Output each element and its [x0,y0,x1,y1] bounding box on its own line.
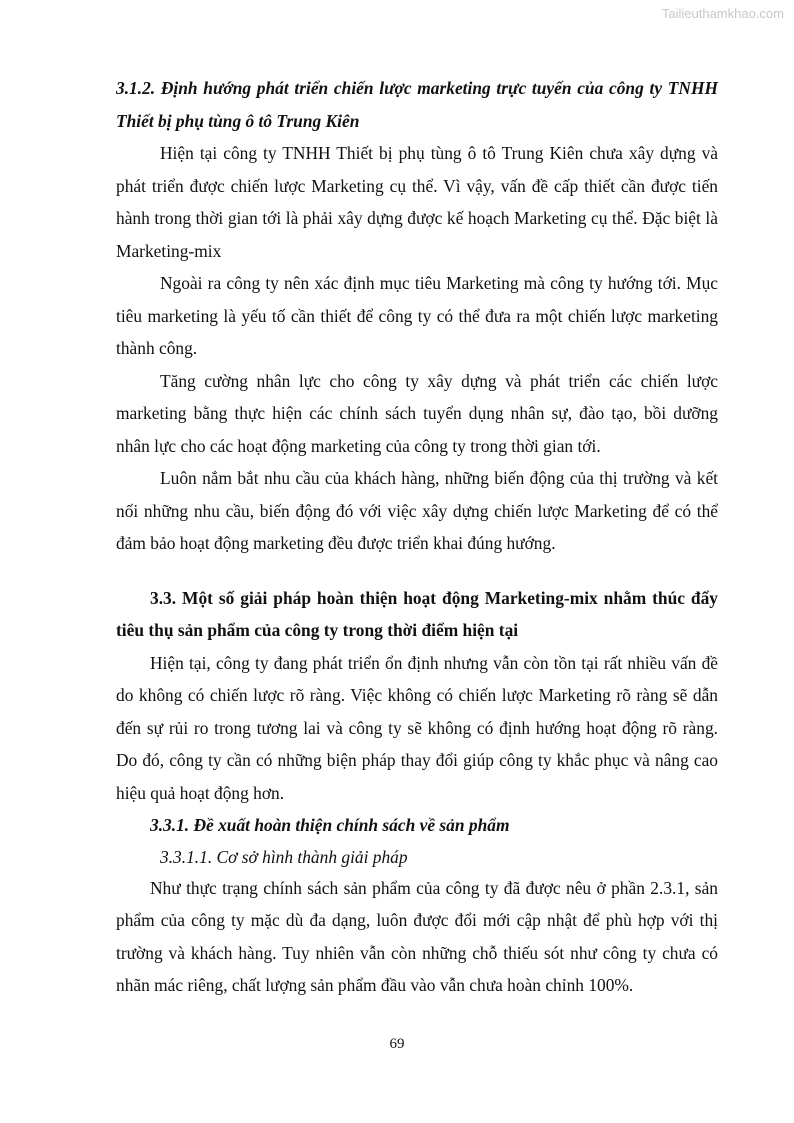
section-312-paragraph-2: Ngoài ra công ty nên xác định mục tiêu Marketing mà công ty hướng tới. Mục tiêu marketing là yếu tố cần thiết để công ty có thể đưa ra một chiến lược marketing thành công. [116,273,718,358]
section-312-paragraph-1: Hiện tại công ty TNHH Thiết bị phụ tùng ô tô Trung Kiên chưa xây dựng và phát triển được chiến lược Marketing cụ thể. Vì vậy, vấn đề cấp thiết cần được tiến hành trong thời gian tới là phải xây dựng được kế hoạch Marketing cụ thể. Đặc biệt là Marketing-mix [116,143,718,261]
page-number: 69 [389,1036,405,1052]
section-331-heading: 3.3.1. Đề xuất hoàn thiện chính sách về sản phẩm [150,815,510,835]
section-3311-subheading: 3.3.1.1. Cơ sở hình thành giải pháp [160,846,408,867]
section-33-paragraph: Hiện tại, công ty đang phát triển ổn định nhưng vẫn còn tồn tại rất nhiều vấn đề do không có chiến lược rõ ràng. Việc không có chiến lược Marketing rõ ràng sẽ dẫn đến sự rủi ro trong tương lai và công ty sẽ không có định hướng hoạt động rõ ràng. Do đó, công ty cần có những biện pháp thay đổi giúp công ty khắc phục và nâng cao hiệu quả hoạt động hơn. [116,652,718,803]
section-spacer [116,560,718,582]
section-331-paragraph: Như thực trạng chính sách sản phẩm của công ty đã được nêu ở phần 2.3.1, sản phẩm của công ty mặc dù đa dạng, luôn được đổi mới cập nhật để phù hợp với thị trường và khách hàng. Tuy nhiên vẫn còn những chỗ thiếu sót như công ty chưa có nhãn mác riêng, chất lượng sản phẩm đầu vào vẫn chưa hoàn chỉnh 100%. [116,877,718,995]
section-312-paragraph-4: Luôn nắm bắt nhu cầu của khách hàng, những biến động của thị trường và kết nối những nhu cầu, biến động đó với việc xây dựng chiến lược Marketing để có thể đảm bảo hoạt động marketing đều được triển khai đúng hướng. [116,468,718,553]
section-312-heading: 3.1.2. Định hướng phát triển chiến lược marketing trực tuyến của công ty TNHH Thiết bị phụ tùng ô tô Trung Kiên [116,78,718,131]
section-33-heading: 3.3. Một số giải pháp hoàn thiện hoạt động Marketing-mix nhằm thúc đẩy tiêu thụ sản phẩm của công ty trong thời điểm hiện tại [116,587,718,640]
section-312-paragraph-3: Tăng cường nhân lực cho công ty xây dựng và phát triển các chiến lược marketing bằng thực hiện các chính sách tuyển dụng nhân sự, đào tạo, bồi dưỡng nhân lực cho các hoạt động marketing của công ty trong thời gian tới. [116,370,718,456]
watermark: Tailieuthamkhao.com [661,6,784,21]
document-body [116,72,718,1002]
